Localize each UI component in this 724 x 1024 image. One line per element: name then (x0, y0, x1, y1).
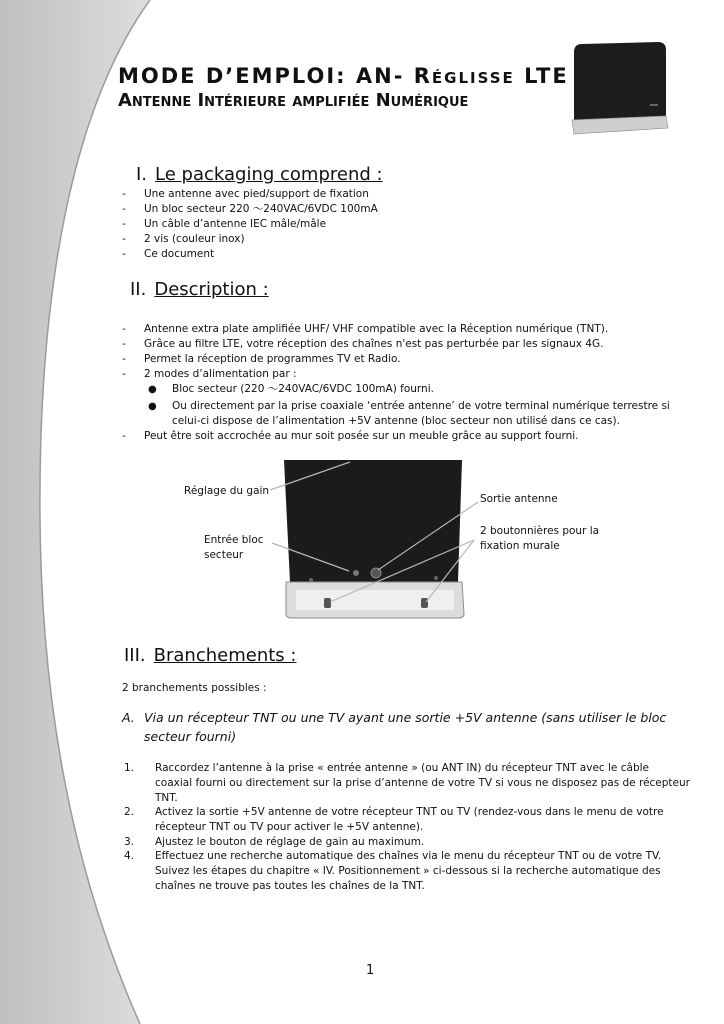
page-number: 1 (366, 963, 375, 978)
section-3-title: Branchements : (153, 645, 297, 666)
section-3-heading (124, 645, 296, 666)
section-1-number: I. (136, 164, 148, 185)
document-title: MODE D’EMPLOI: AN- Réglisse LTE (118, 64, 569, 88)
section-2-number: II. (130, 279, 147, 300)
document-subtitle: Antenne Intérieure amplifiée Numérique (118, 90, 469, 111)
section-1-heading (136, 164, 383, 185)
label-power-input: Entrée bloc secteur (204, 534, 264, 561)
product-photo (566, 40, 672, 138)
label-gain-control: Réglage du gain (184, 485, 270, 497)
label-wall-mount-holes: 2 boutonnières pour la fixation murale (480, 525, 600, 552)
label-antenna-output: Sortie antenne (480, 493, 558, 505)
section-2-heading (130, 279, 269, 300)
section-1-title: Le packaging comprend : (155, 164, 383, 185)
section-3-number: III. (124, 645, 146, 666)
antenna-rear-diagram (0, 440, 724, 630)
section-2-title: Description : (154, 279, 269, 300)
section-3-intro: 2 branchements possibles : (122, 682, 267, 694)
